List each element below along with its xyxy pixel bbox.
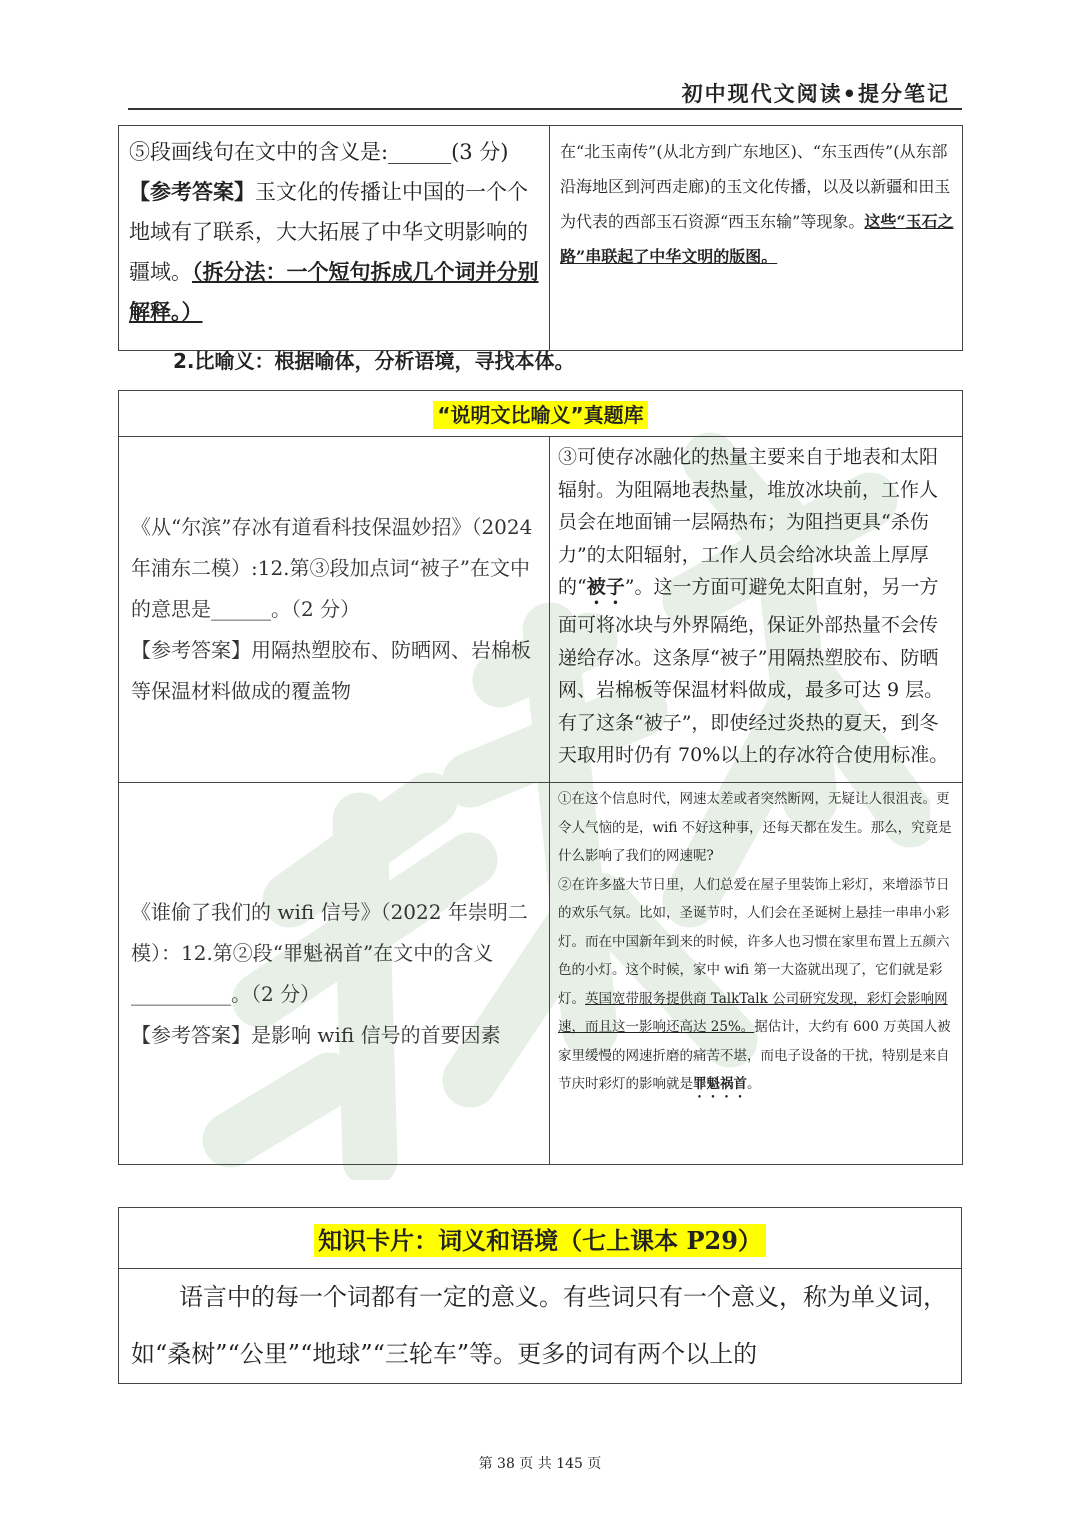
question-text: ⑤段画线句在文中的含义是:______(3 分) bbox=[129, 140, 509, 164]
section-heading: 2.比喻义：根据喻体，分析语境，寻找本体。 bbox=[173, 349, 575, 373]
page-header-title: 初中现代文阅读•提分笔记 bbox=[681, 82, 950, 106]
passage-cell bbox=[550, 126, 963, 351]
passage-2-end: 。 bbox=[747, 1076, 761, 1092]
caption-highlight: “说明文比喻义”真题库 bbox=[433, 401, 647, 429]
card-body: 语言中的每一个词都有一定的意义。有些词只有一个意义，称为单义词，如“桑树”“公里”“地球”“三轮车”等。更多的词有两个以上的 bbox=[131, 1283, 947, 1368]
dotted-word-2: 罪魁祸首 bbox=[693, 1076, 747, 1092]
method-tip: （拆分法：一个短句拆成几个词并分别解释。） bbox=[129, 259, 539, 324]
metaphor-question-bank bbox=[118, 390, 963, 1165]
passage-2-p1: ①在这个信息时代，网速太差或者突然断网，无疑让人很沮丧。更令人气恼的是，wifi 不好这种事，还每天都在发生。那么，究竟是什么影响了我们的网速呢? bbox=[558, 791, 952, 864]
passage-cell-1 bbox=[550, 437, 963, 783]
answer-1-text: 用隔热塑胶布、防晒网、岩棉板等保温材料做成的覆盖物 bbox=[131, 638, 531, 703]
question-cell-1 bbox=[119, 437, 550, 783]
underlined-sentence-2: 英国宽带服务提供商 TalkTalk 公司研究发现，彩灯会影响网速，而且这一影响还高达 25%。 bbox=[558, 990, 948, 1035]
page-footer: 第 38 页 共 145 页 bbox=[478, 1456, 602, 1472]
dotted-word-1: 被子 bbox=[586, 576, 625, 598]
answer-2-text: 是影响 wifi 信号的首要因素 bbox=[251, 1022, 501, 1047]
question-1-text: 《从“尔滨”存冰有道看科技保温妙招》（2024 年浦东二模）:12.第③段加点词“被子”在文中的意思是______。（2 分） bbox=[131, 515, 533, 621]
header-rule bbox=[128, 108, 962, 110]
answer-2-label: 【参考答案】 bbox=[131, 1022, 251, 1047]
question-2-text: 《谁偷了我们的 wifi 信号》（2022 年崇明二模）：12.第②段“罪魁祸首”在文中的含义__________。（2 分） bbox=[131, 899, 528, 1006]
question-cell bbox=[119, 126, 550, 351]
answer-table-1 bbox=[118, 125, 963, 351]
passage-cell-2 bbox=[550, 783, 963, 1165]
passage-1-b: ”。这一方面可避免太阳直射，另一方面可将冰块与外界隔绝，保证外部热量不会传递给存冰。这条厚“被子”用隔热塑胶布、防晒网、岩棉板等保温材料做成，最多可达 9 层。有了这条“被子”，即使经过炎热的夏天，到冬天取用时仍有 70%以上的存冰符合使用标准。 bbox=[558, 576, 949, 766]
answer-label: 【参考答案】 bbox=[129, 179, 255, 204]
table-caption bbox=[119, 391, 963, 437]
question-cell-2 bbox=[119, 783, 550, 1165]
answer-text: 玉文化的传播让中国的一个个地域有了联系，大大拓展了中华文明影响的疆域。 bbox=[129, 180, 528, 284]
card-title: 知识卡片：词义和语境（七上课本 P29） bbox=[314, 1224, 766, 1257]
passage-1-a: ③可使存冰融化的热量主要来自于地表和太阳辐射。为阻隔地表热量，堆放冰块前，工作人员会在地面铺一层隔热布；为阻挡更具“杀伤力”的太阳辐射，工作人员会给冰块盖上厚厚的“ bbox=[558, 446, 939, 598]
card-body-cell bbox=[119, 1269, 962, 1384]
passage-2-p2b: 据估计，大约有 600 万英国人被家里缓慢的网速折磨的痛苦不堪，而电子设备的干扰，特别是来自节庆时彩灯的影响就是 bbox=[558, 1019, 951, 1092]
passage-text: 在“北玉南传”(从北方到广东地区)、“东玉西传”(从东部沿海地区到河西走廊)的玉文化传播，以及以新疆和田玉为代表的西部玉石资源“西玉东输”等现象。 bbox=[560, 142, 951, 231]
passage-2-p2a: ②在许多盛大节日里，人们总爱在屋子里装饰上彩灯，来增添节日的欢乐气氛。比如，圣诞节时，人们会在圣诞树上悬挂一串串小彩灯。而在中国新年到来的时候，许多人也习惯在家里布置上五颜六色的小灯。这个时候，家中 wifi 第一大盗就出现了，它们就是彩灯。 bbox=[558, 876, 950, 1007]
underlined-sentence: 这些“玉石之路”串联起了中华文明的版图。 bbox=[560, 212, 954, 266]
card-title-cell bbox=[119, 1208, 962, 1269]
knowledge-card bbox=[118, 1207, 962, 1384]
answer-1-label: 【参考答案】 bbox=[131, 638, 251, 662]
